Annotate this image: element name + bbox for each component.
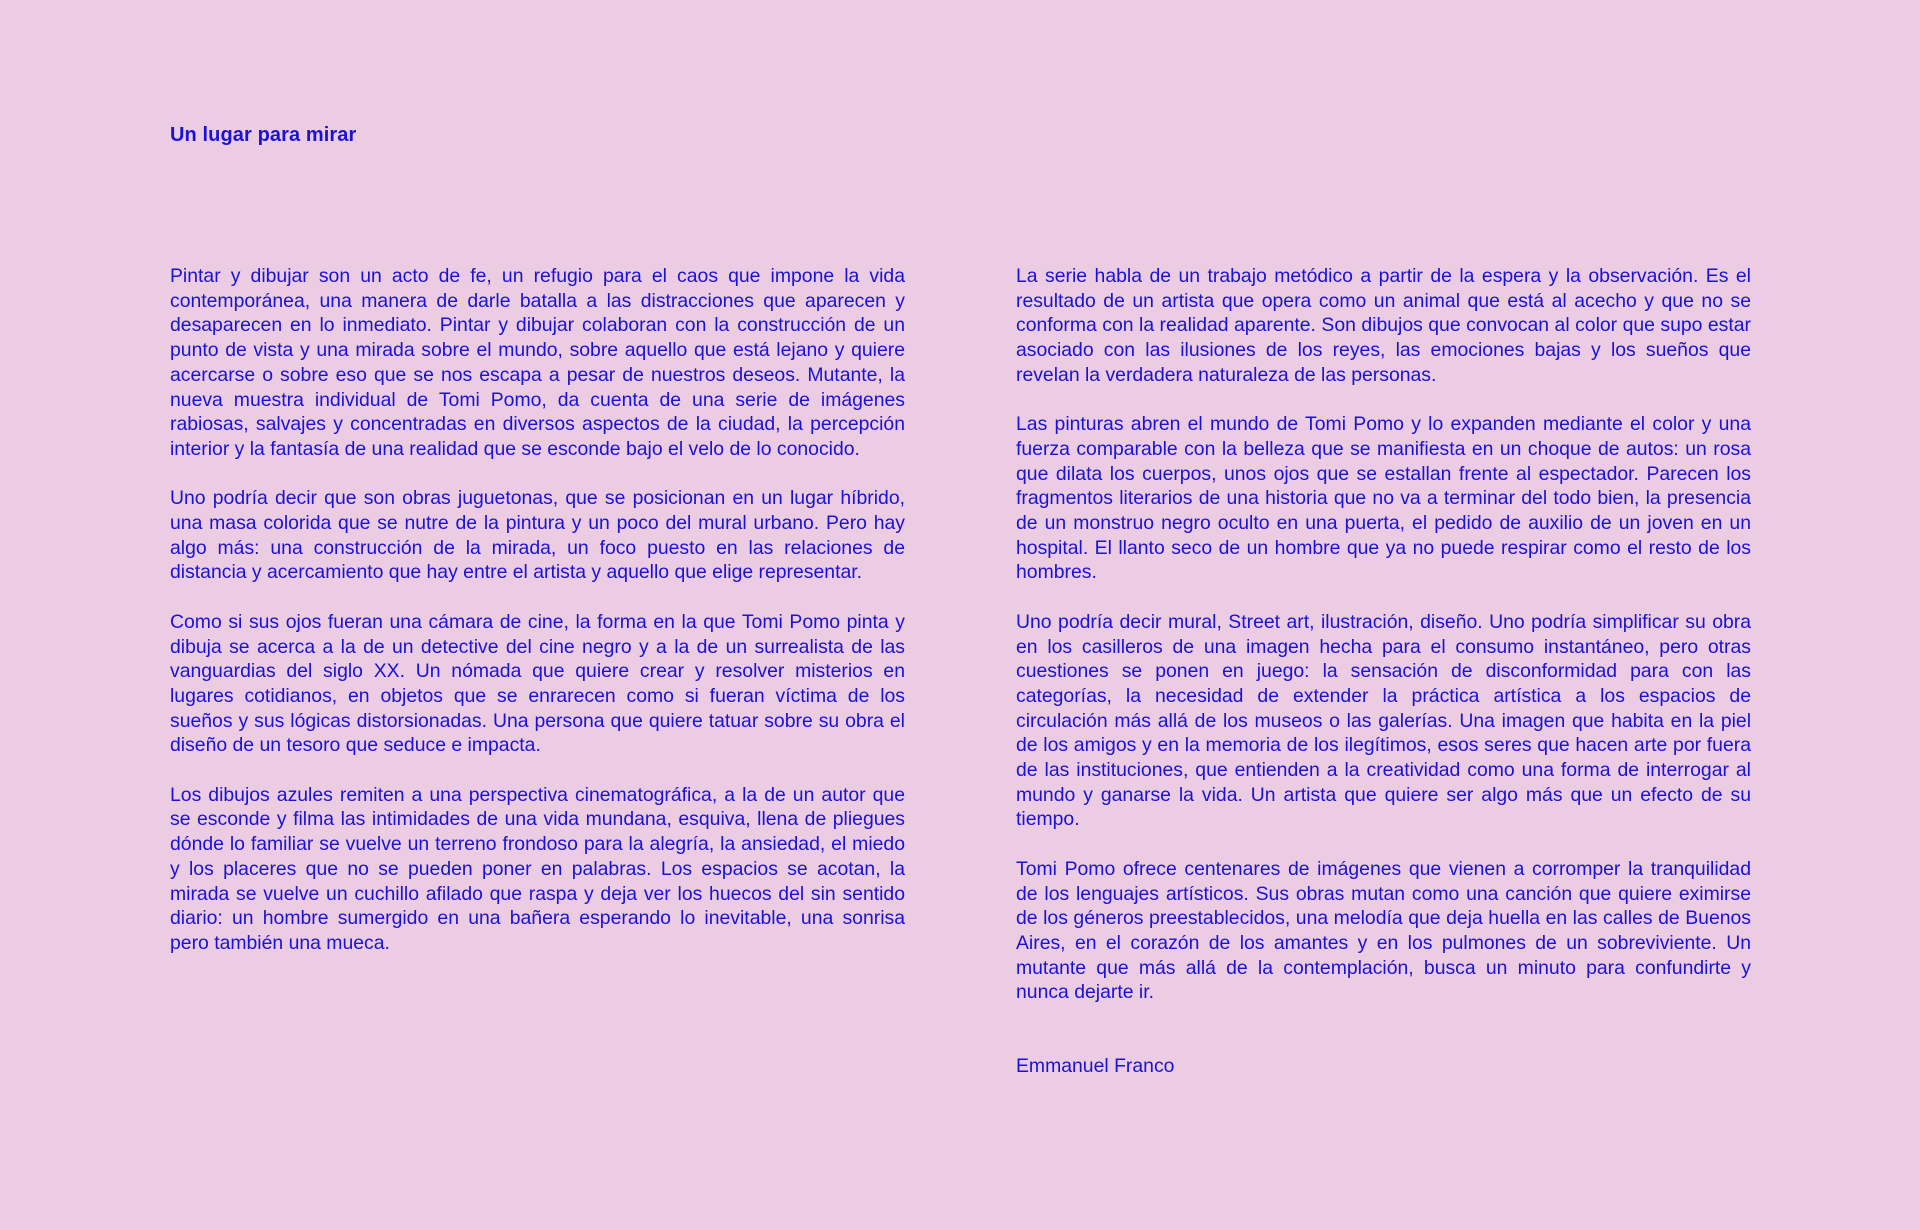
page-title: Un lugar para mirar [170,124,357,146]
paragraph: Tomi Pomo ofrece centenares de imágenes que vienen a corromper la tranquilidad de los lenguajes artísticos. Sus obras mutan como una canción que quiere eximirse de los géneros preestablecidos, una melodía que deja huella en las calles de Buenos Aires, en el corazón de los amantes y en los pulmones de un sobreviviente. Un mutante que más allá de la contemplación, busca un minuto para confundirte y nunca dejarte ir. [1016,857,1751,1004]
paragraph: Uno podría decir mural, Street art, ilustración, diseño. Uno podría simplificar su obra en los casilleros de una imagen hecha para el consumo instantáneo, pero otras cuestiones se ponen en juego: la sensación de disconformidad para con las categorías, la necesidad de extender la práctica artística a los espacios de circulación más allá de los museos o las galerías. Una imagen que habita en la piel de los amigos y en la memoria de los ilegítimos, esos seres que hacen arte por fuera de las instituciones, que entienden a la creatividad como una forma de interrogar al mundo y ganarse la vida. Un artista que quiere ser algo más que un efecto de su tiempo. [1016,610,1751,831]
paragraph: Pintar y dibujar son un acto de fe, un refugio para el caos que impone la vida contemporánea, una manera de darle batalla a las distracciones que aparecen y desaparecen en lo inmediato. Pintar y dibujar colaboran con la construcción de un punto de vista y una mirada sobre el mundo, sobre aquello que está lejano y quiere acercarse o sobre eso que se nos escapa a pesar de nuestros deseos. Mutante, la nueva muestra individual de Tomi Pomo, da cuenta de una serie de imágenes rabiosas, salvajes y concentradas en diversos aspectos de la ciudad, la percepción interior y la fantasía de una realidad que se esconde bajo el velo de lo conocido. [170,265,905,460]
left-column [170,264,905,980]
author-signature: Emmanuel Franco [1016,1055,1175,1078]
paragraph: Las pinturas abren el mundo de Tomi Pomo y lo expanden mediante el color y una fuerza comparable con la belleza que se manifiesta en un choque de autos: un rosa que dilata los cuerpos, unos ojos que se estallan frente al espectador. Parecen los fragmentos literarios de una historia que no va a terminar del todo bien, la presencia de un monstruo negro oculto en una puerta, el pedido de auxilio de un joven en un hospital. El llanto seco de un hombre que ya no puede respirar como el resto de los hombres. [1016,413,1751,584]
paragraph: La serie habla de un trabajo metódico a partir de la espera y la observación. Es el resultado de un artista que opera como un animal que está al acecho y que no se conforma con la realidad aparente. Son dibujos que convocan al color que supo estar asociado con las ilusiones de los reyes, las emociones bajas y los sueños que revelan la verdadera naturaleza de las personas. [1016,265,1751,386]
paragraph: Como si sus ojos fueran una cámara de cine, la forma en la que Tomi Pomo pinta y dibuja se acerca a la de un detective del cine negro y a la de un surrealista de las vanguardias del siglo XX. Un nómada que quiere crear y resolver misterios en lugares cotidianos, en objetos que se enrarecen como si fueran víctima de los sueños y sus lógicas distorsionadas. Una persona que quiere tatuar sobre su obra el diseño de un tesoro que seduce e impacta. [170,610,905,757]
paragraph: Los dibujos azules remiten a una perspectiva cinematográfica, a la de un autor que se esconde y filma las intimidades de una vida mundana, esquiva, llena de pliegues dónde lo familiar se vuelve un terreno frondoso para la alegría, la ansiedad, el miedo y los placeres que no se pueden poner en palabras. Los espacios se acotan, la mirada se vuelve un cuchillo afilado que raspa y deja ver los huecos del sin sentido diario: un hombre sumergido en una bañera esperando lo inevitable, una sonrisa pero también una mueca. [170,783,905,954]
right-column [1016,264,1751,1103]
paragraph: Uno podría decir que son obras juguetonas, que se posicionan en un lugar híbrido, una masa colorida que se nutre de la pintura y un poco del mural urbano. Pero hay algo más: una construcción de la mirada, un foco puesto en las relaciones de distancia y acercamiento que hay entre el artista y aquello que elige representar. [170,487,905,584]
